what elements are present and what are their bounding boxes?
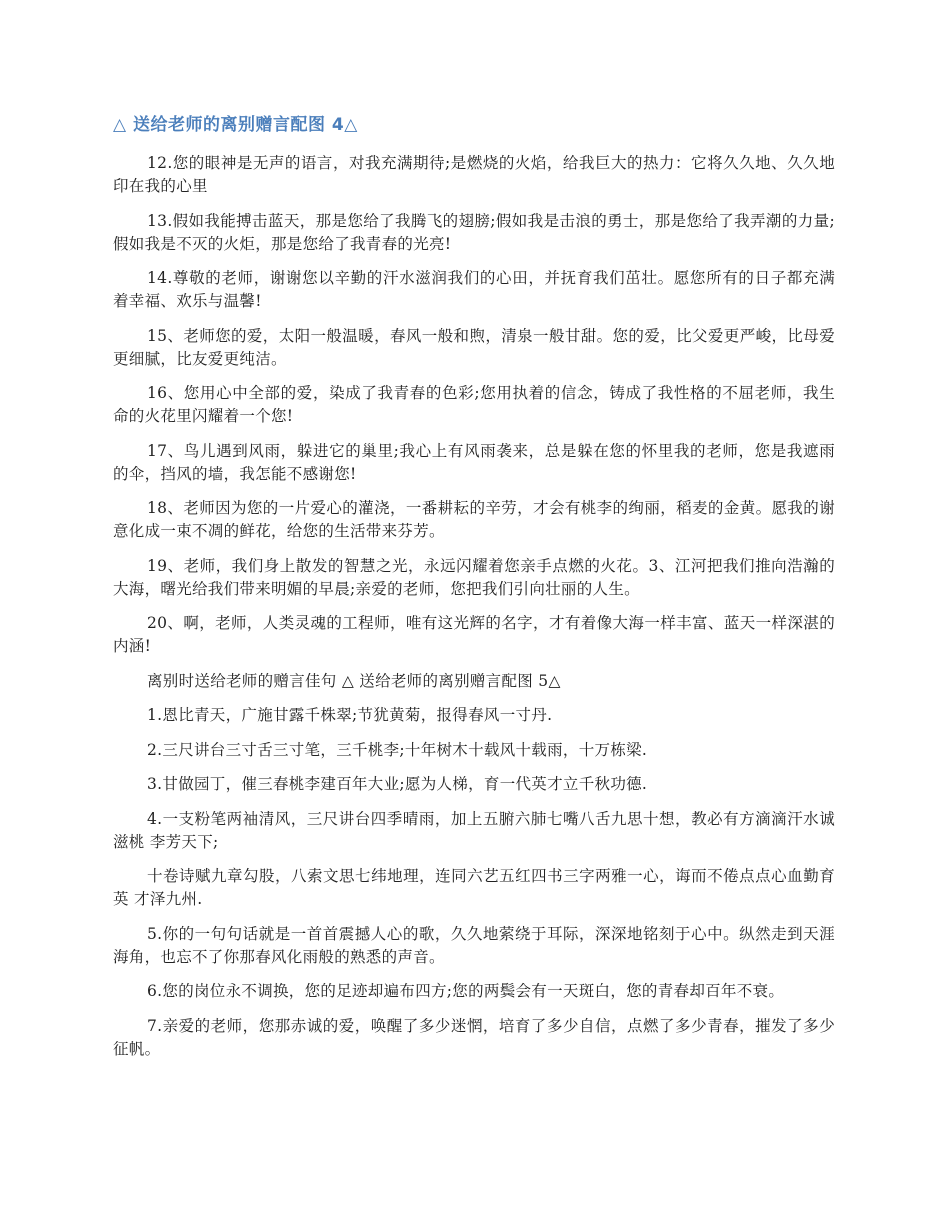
paragraph: 13.假如我能搏击蓝天，那是您给了我腾飞的翅膀;假如我是击浪的勇士，那是您给了我弄潮的力量;假如我是不灭的火炬，那是您给了我青春的光亮! [113, 211, 835, 253]
paragraph: 1.恩比青天，广施甘露千株翠;节犹黄菊，报得春风一寸丹. [147, 706, 553, 724]
paragraph: 17、鸟儿遇到风雨，躲进它的巢里;我心上有风雨袭来，总是躲在您的怀里我的老师，您是我遮雨的伞，挡风的墙，我怎能不感谢您! [113, 441, 835, 483]
document-page [113, 112, 835, 1072]
paragraph: 19、老师，我们身上散发的智慧之光，永远闪耀着您亲手点燃的火花。3、江河把我们推向浩瀚的大海，曙光给我们带来明媚的早晨;亲爱的老师，您把我们引向壮丽的人生。 [113, 556, 835, 598]
paragraph: 十卷诗赋九章勾股，八索文思七纬地理，连同六艺五红四书三字两雅一心，诲而不倦点点心血勤育英 才泽九州. [113, 867, 835, 908]
section-heading: △ 送给老师的离别赠言配图 4△ [113, 115, 358, 135]
paragraph: 3.甘做园丁，催三春桃李建百年大业;愿为人梯，育一代英才立千秋功德. [147, 775, 648, 793]
paragraph: 16、您用心中全部的爱，染成了我青春的色彩;您用执着的信念，铸成了我性格的不屈老师，我生命的火花里闪耀着一个您! [113, 384, 835, 425]
paragraph: 6.您的岗位永不调换，您的足迹却遍布四方;您的两鬓会有一天斑白，您的青春却百年不衰。 [147, 982, 785, 1000]
paragraph: 20、啊，老师，人类灵魂的工程师，唯有这光辉的名字，才有着像大海一样丰富、蓝天一样深湛的内涵! [113, 614, 835, 655]
paragraph: 5.你的一句句话就是一首首震撼人心的歌，久久地萦绕于耳际，深深地铭刻于心中。纵然走到天涯海角，也忘不了你那春风化雨般的熟悉的声音。 [113, 924, 835, 966]
paragraph: 2.三尺讲台三寸舌三寸笔，三千桃李;十年树木十载风十载雨，十万栋梁. [147, 740, 648, 759]
paragraph: 7.亲爱的老师，您那赤诚的爱，唤醒了多少迷惘，培育了多少自信，点燃了多少青春，摧发了多少征帆。 [113, 1016, 835, 1058]
paragraph: 18、老师因为您的一片爱心的灌浇，一番耕耘的辛劳，才会有桃李的绚丽，稻麦的金黄。愿我的谢意化成一束不凋的鲜花，给您的生活带来芬芳。 [113, 499, 835, 540]
paragraph: 4.一支粉笔两袖清风，三尺讲台四季晴雨，加上五腑六肺七嘴八舌九思十想，教必有方滴滴汗水诚滋桃 李芳天下; [113, 809, 835, 851]
paragraph: 14.尊敬的老师，谢谢您以辛勤的汗水滋润我们的心田，并抚育我们茁壮。愿您所有的日子都充满着幸福、欢乐与温馨! [113, 269, 835, 310]
paragraph: 12.您的眼神是无声的语言，对我充满期待;是燃烧的火焰，给我巨大的热力：它将久久地、久久地印在我的心里 [113, 154, 835, 195]
paragraph: 15、老师您的爱，太阳一般温暖，春风一般和煦，清泉一般甘甜。您的爱，比父爱更严峻，比母爱更细腻，比友爱更纯洁。 [113, 326, 835, 368]
subsection-heading: 离别时送给老师的赠言佳句 △ 送给老师的离别赠言配图 5△ [147, 671, 561, 690]
